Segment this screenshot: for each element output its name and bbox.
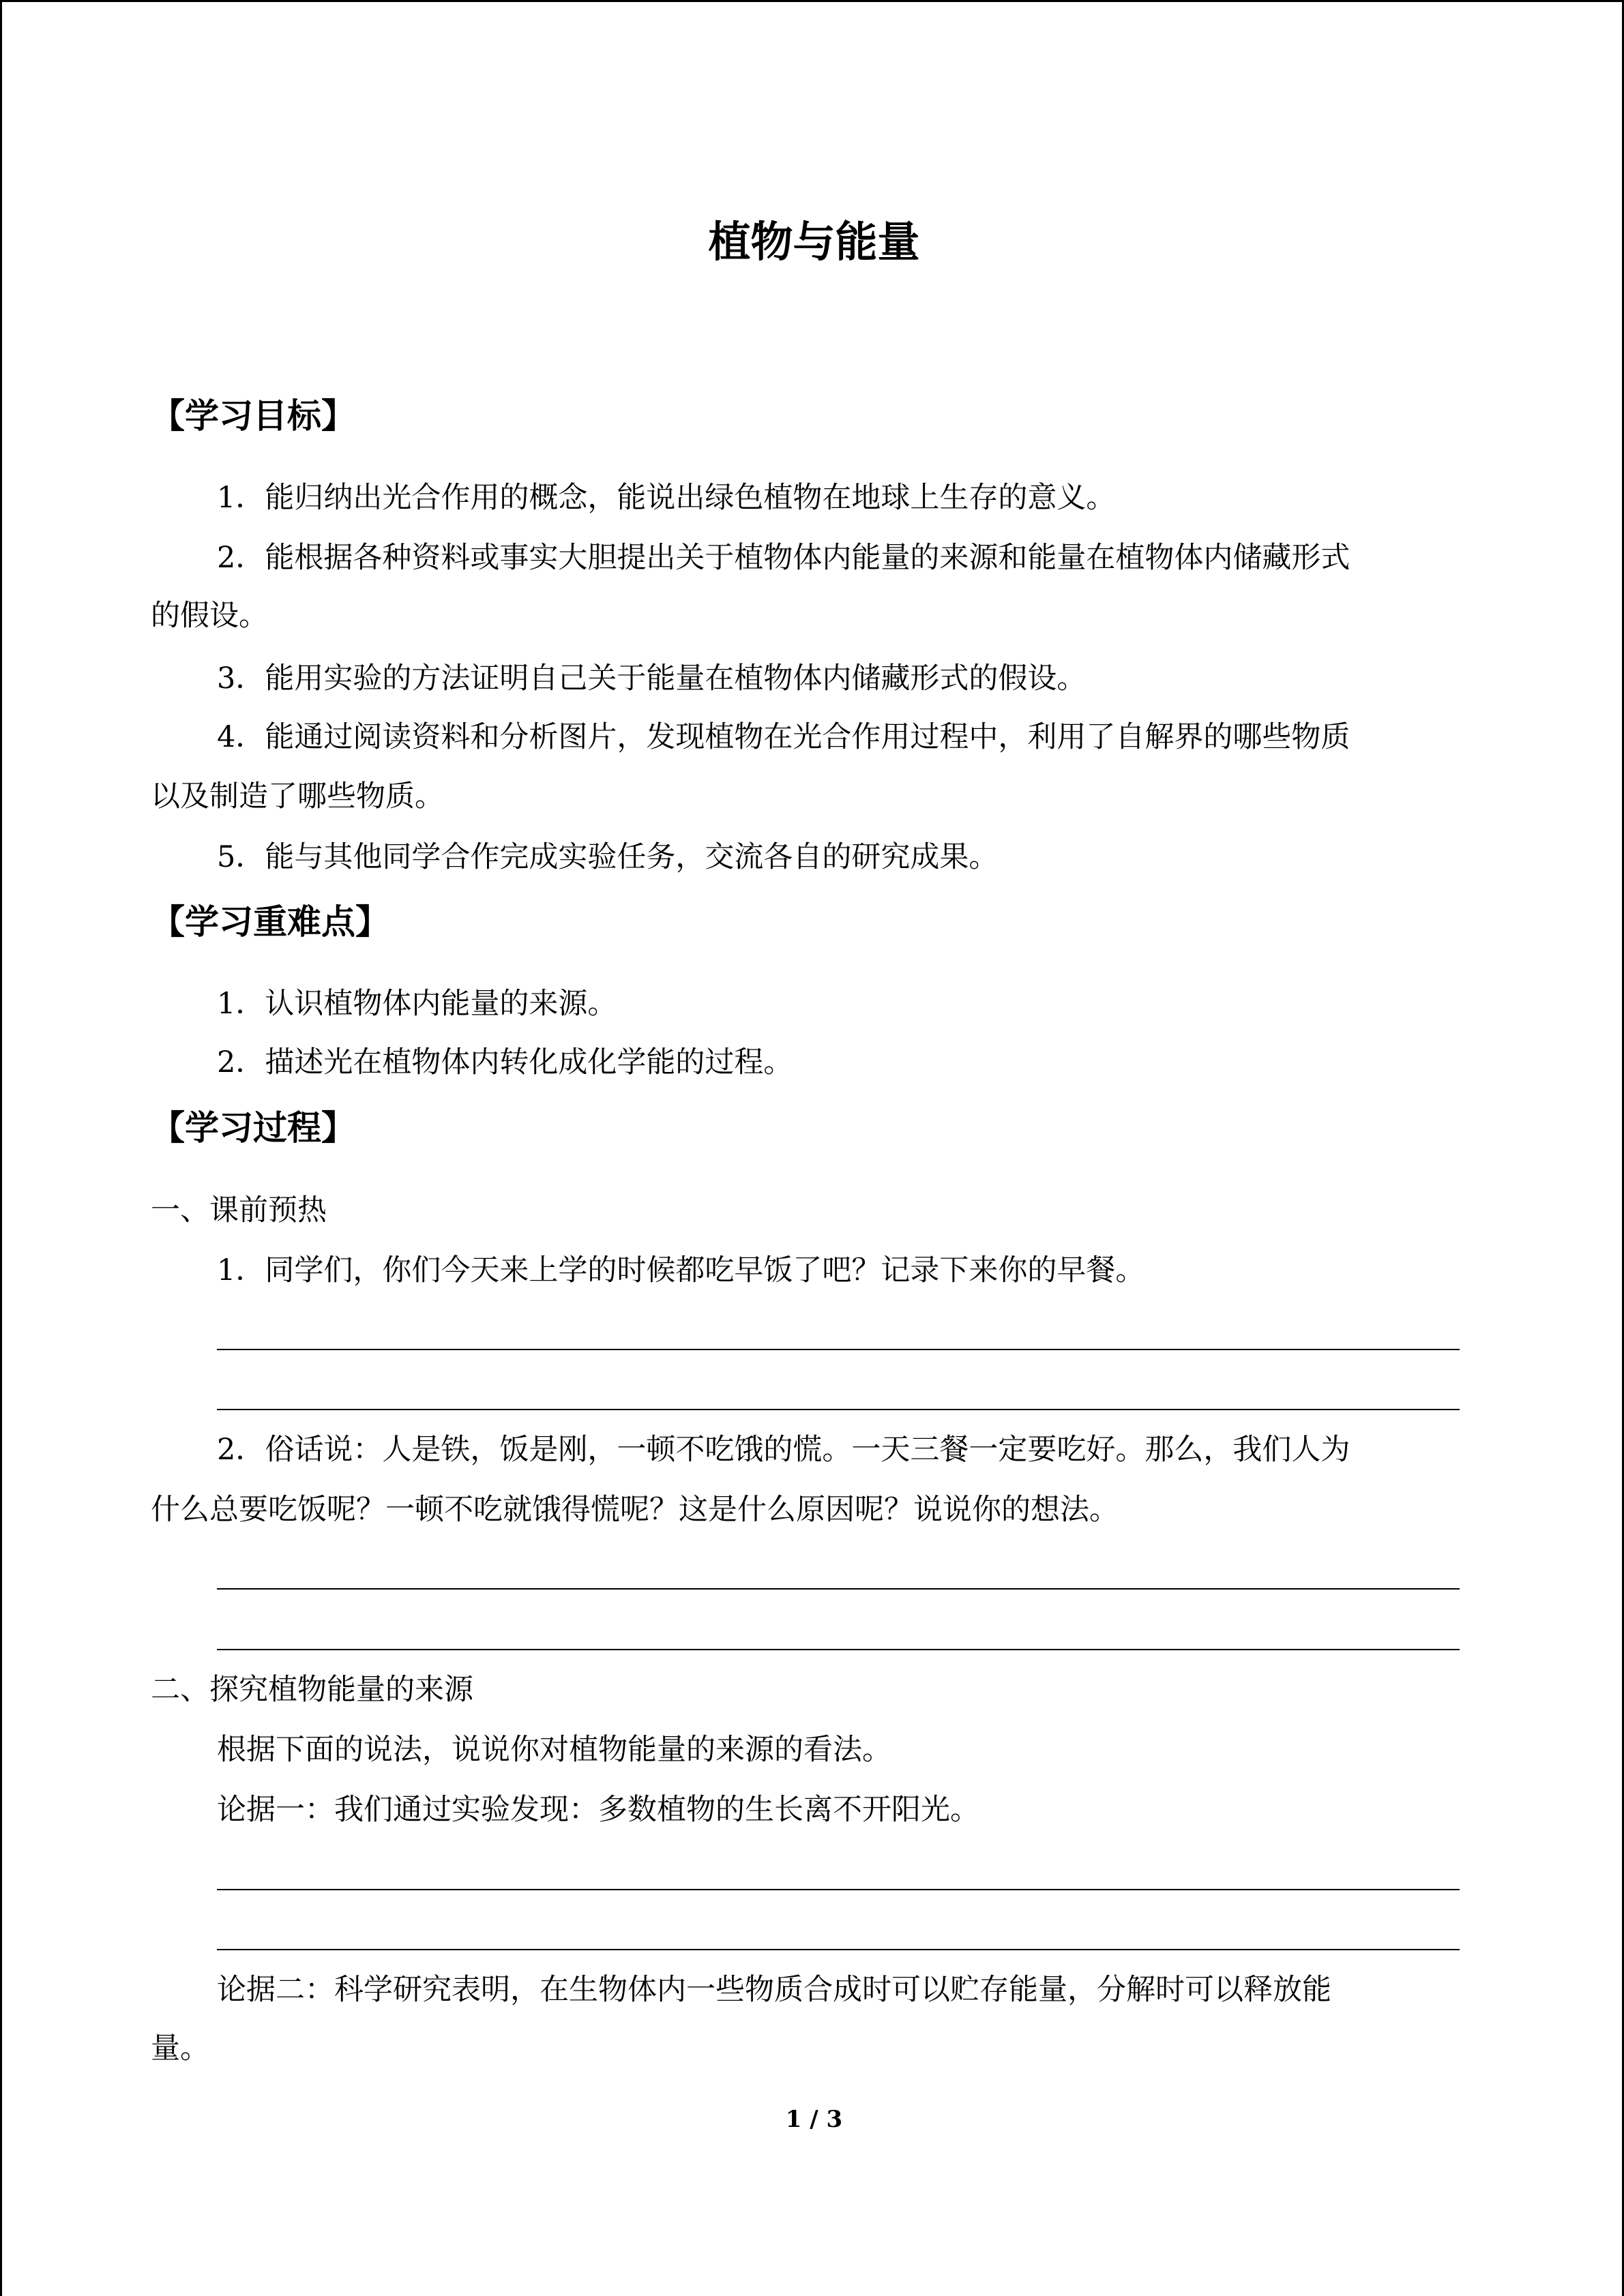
objective-item: 1．能归纳出光合作用的概念，能说出绿色植物在地球上生存的意义。 <box>217 481 1116 515</box>
answer-line[interactable] <box>217 1649 1460 1650</box>
answer-line[interactable] <box>217 1588 1460 1590</box>
part1-question-2-continued: 什么总要吃饭呢？一顿不吃就饿得慌呢？这是什么原因呢？说说你的想法。 <box>151 1493 1119 1527</box>
process-heading: 【学习过程】 <box>151 1108 355 1148</box>
answer-line[interactable] <box>217 1889 1460 1890</box>
key-point-item: 2．描述光在植物体内转化成化学能的过程。 <box>217 1045 793 1079</box>
page-number: 1 / 3 <box>785 2106 843 2133</box>
part2-title: 二、探究植物能量的来源 <box>151 1673 473 1707</box>
part1-question-1: 1．同学们，你们今天来上学的时候都吃早饭了吧？记录下来你的早餐。 <box>217 1253 1145 1287</box>
part1-title: 一、课前预热 <box>151 1193 327 1227</box>
objectives-heading: 【学习目标】 <box>151 396 355 436</box>
key-points-heading: 【学习重难点】 <box>151 902 389 942</box>
objective-item: 4．能通过阅读资料和分析图片，发现植物在光合作用过程中，利用了自解界的哪些物质 <box>217 720 1350 754</box>
objective-item-continued: 以及制造了哪些物质。 <box>151 779 444 814</box>
part2-evidence-1: 论据一：我们通过实验发现：多数植物的生长离不开阳光。 <box>217 1793 979 1827</box>
part1-question-2: 2．俗话说：人是铁，饭是刚，一顿不吃饿的慌。一天三餐一定要吃好。那么，我们人为 <box>217 1433 1350 1467</box>
key-point-item: 1．认识植物体内能量的来源。 <box>217 987 617 1021</box>
part2-evidence-2: 论据二：科学研究表明，在生物体内一些物质合成时可以贮存能量，分解时可以释放能 <box>217 1973 1331 2007</box>
objective-item: 5．能与其他同学合作完成实验任务，交流各自的研究成果。 <box>217 840 999 874</box>
objective-item: 3．能用实验的方法证明自己关于能量在植物体内储藏形式的假设。 <box>217 661 1087 696</box>
page-title: 植物与能量 <box>708 217 920 267</box>
objective-item: 2．能根据各种资料或事实大胆提出关于植物体内能量的来源和能量在植物体内储藏形式 <box>217 541 1350 575</box>
answer-line[interactable] <box>217 1949 1460 1950</box>
answer-line[interactable] <box>217 1409 1460 1410</box>
objective-item-continued: 的假设。 <box>151 599 268 633</box>
part2-evidence-2-continued: 量。 <box>151 2031 209 2066</box>
answer-line[interactable] <box>217 1349 1460 1350</box>
part2-intro: 根据下面的说法，说说你对植物能量的来源的看法。 <box>217 1733 891 1767</box>
